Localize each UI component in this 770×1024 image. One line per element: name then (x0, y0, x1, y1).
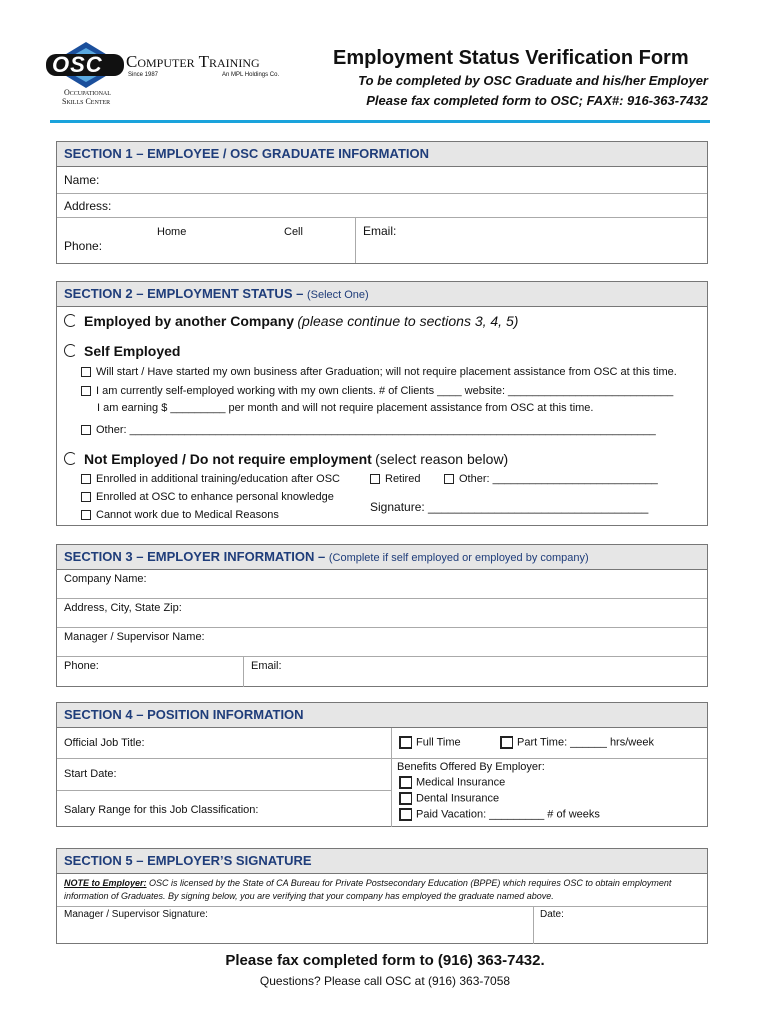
ne-other-label: Other: ___________________________ (459, 473, 658, 485)
manager-label: Manager / Supervisor Name: (64, 631, 205, 643)
ne-option-3[interactable] (81, 509, 279, 521)
checkbox-icon[interactable] (399, 736, 412, 749)
company-label: Company Name: (64, 573, 147, 585)
checkbox-icon[interactable] (444, 474, 454, 484)
logo-line2: Skills Center (62, 97, 111, 106)
se-option-1-label: Will start / Have started my own business after Graduation; will not require placement assistance from OSC at this time. (96, 366, 677, 378)
footer-questions: Questions? Please call OSC at (916) 363-7058 (259, 974, 511, 988)
manager-signature-label[interactable]: Manager / Supervisor Signature: (64, 909, 208, 920)
full-time-option[interactable] (399, 736, 461, 749)
section-1-title: SECTION 1 – EMPLOYEE / OSC GRADUATE INFORMATION (57, 142, 707, 167)
checkbox-icon[interactable] (81, 492, 91, 502)
checkbox-icon[interactable] (399, 792, 412, 805)
checkbox-icon[interactable] (399, 776, 412, 789)
medical-option[interactable] (399, 776, 505, 789)
option-employed-note: (please continue to sections 3, 4, 5) (297, 313, 519, 329)
section-2 (56, 281, 708, 526)
job-title-label[interactable]: Official Job Title: (64, 737, 145, 749)
checkbox-icon[interactable] (81, 425, 91, 435)
name-label: Name: (64, 173, 100, 187)
company-row[interactable] (57, 570, 707, 599)
vacation-option[interactable] (399, 808, 600, 821)
section-2-title (57, 282, 707, 307)
logo-line1: Occupational (64, 88, 111, 97)
section-4-title: SECTION 4 – POSITION INFORMATION (57, 703, 707, 728)
option-employed-label: Employed by another Company (84, 313, 295, 329)
checkbox-icon[interactable] (81, 474, 91, 484)
form-subtitle-1: To be completed by OSC Graduate and his/her Employer (358, 73, 708, 88)
home-phone-label[interactable]: Home (157, 226, 187, 238)
section-5-title: SECTION 5 – EMPLOYER’S SIGNATURE (57, 849, 707, 874)
radio-self-employed-icon[interactable] (64, 344, 77, 357)
phone-label: Phone: (64, 239, 103, 253)
option-self-employed-label: Self Employed (84, 343, 181, 359)
checkbox-icon[interactable] (81, 510, 91, 520)
employer-note-label: NOTE to Employer: (64, 878, 147, 888)
email-label[interactable]: Email: (363, 224, 397, 238)
signature-line[interactable]: Signature: _________________________________ (370, 500, 649, 514)
osc-logo (42, 40, 282, 120)
footer-fax: Please fax completed form to (916) 363-7432. (225, 952, 545, 969)
se-option-1[interactable] (81, 366, 677, 378)
manager-row[interactable] (57, 628, 707, 657)
name-row[interactable] (57, 167, 707, 194)
vacation-label: Paid Vacation: _________ # of weeks (416, 808, 600, 821)
signature-row (57, 907, 707, 944)
option-employed[interactable] (64, 313, 518, 329)
start-date-label[interactable]: Start Date: (64, 768, 117, 780)
checkbox-icon[interactable] (399, 808, 412, 821)
salary-label[interactable]: Salary Range for this Job Classification: (64, 804, 259, 816)
part-time-option[interactable] (500, 736, 654, 749)
employer-address-row[interactable] (57, 599, 707, 628)
section-4 (56, 702, 708, 827)
employer-note-text: OSC is licensed by the State of CA Bureau for Private Postsecondary Education (BPPE) which requires OSC to obtain employment information of Graduates. By signing below, you are verifying that your company has employed the graduate named above. (64, 878, 672, 901)
section-3 (56, 544, 708, 687)
ne-other[interactable] (444, 473, 658, 485)
benefits-label: Benefits Offered By Employer: (397, 761, 545, 773)
employer-address-label: Address, City, State Zip: (64, 602, 182, 614)
ne-retired-label: Retired (385, 473, 421, 485)
option-not-employed-label: Not Employed / Do not require employment (84, 451, 372, 467)
section-2-note: (Select One) (306, 289, 369, 301)
section-1 (56, 141, 708, 264)
option-not-employed[interactable] (64, 451, 508, 467)
employer-note (57, 874, 707, 907)
se-option-other-label: Other: ______________________________________________________________________________________ (96, 424, 656, 436)
logo-since: Since 1987 (128, 72, 159, 78)
option-self-employed[interactable] (64, 343, 180, 359)
option-not-employed-note: (select reason below) (375, 451, 509, 467)
employer-email-label[interactable]: Email: (251, 660, 282, 672)
ne-option-1-label: Enrolled in additional training/education after OSC (96, 473, 340, 485)
phone-row (57, 218, 707, 263)
form-subtitle-2: Please fax completed form to OSC; FAX#: 916-363-7432 (366, 93, 708, 108)
section-5 (56, 848, 708, 944)
dental-option[interactable] (399, 792, 499, 805)
section-3-note: (Complete if self employed or employed by company) (328, 552, 589, 564)
se-option-other[interactable] (81, 424, 656, 436)
ne-option-3-label: Cannot work due to Medical Reasons (96, 509, 279, 521)
full-time-label: Full Time (416, 736, 461, 749)
logo-brand: Computer Training (126, 52, 260, 71)
address-label: Address: (64, 199, 112, 213)
se-option-2[interactable] (81, 385, 673, 397)
checkbox-icon[interactable] (81, 386, 91, 396)
radio-employed-icon[interactable] (64, 314, 77, 327)
checkbox-icon[interactable] (500, 736, 513, 749)
job-title-row (57, 728, 707, 759)
date-label[interactable]: Date: (540, 909, 564, 920)
checkbox-icon[interactable] (81, 367, 91, 377)
section-2-title-text: SECTION 2 – EMPLOYMENT STATUS – (64, 286, 304, 301)
logo-parent: An MPL Holdings Co. (222, 72, 280, 78)
section-3-title-text: SECTION 3 – EMPLOYER INFORMATION – (64, 549, 326, 564)
checkbox-icon[interactable] (370, 474, 380, 484)
start-salary-row (57, 759, 707, 827)
cell-phone-label[interactable]: Cell (284, 226, 303, 238)
dental-label: Dental Insurance (416, 792, 500, 805)
employer-contact-row (57, 657, 707, 687)
header-divider (50, 120, 710, 123)
employer-phone-label[interactable]: Phone: (64, 660, 99, 672)
section-3-title (57, 545, 707, 570)
address-row[interactable] (57, 194, 707, 218)
logo-abbr: OSC (52, 52, 103, 77)
se-option-2-label: I am currently self-employed working with my own clients. # of Clients ____ website: ___________________________ (96, 385, 674, 397)
ne-option-2[interactable] (81, 491, 334, 503)
form-title: Employment Status Verification Form (333, 47, 689, 69)
medical-label: Medical Insurance (416, 776, 506, 789)
radio-not-employed-icon[interactable] (64, 452, 77, 465)
se-earning-line[interactable]: I am earning $ _________ per month and will not require placement assistance from OSC at this time. (97, 402, 594, 414)
ne-option-1[interactable] (81, 473, 340, 485)
ne-option-2-label: Enrolled at OSC to enhance personal knowledge (96, 491, 334, 503)
part-time-label: Part Time: ______ hrs/week (517, 736, 654, 749)
ne-retired[interactable] (370, 473, 420, 485)
